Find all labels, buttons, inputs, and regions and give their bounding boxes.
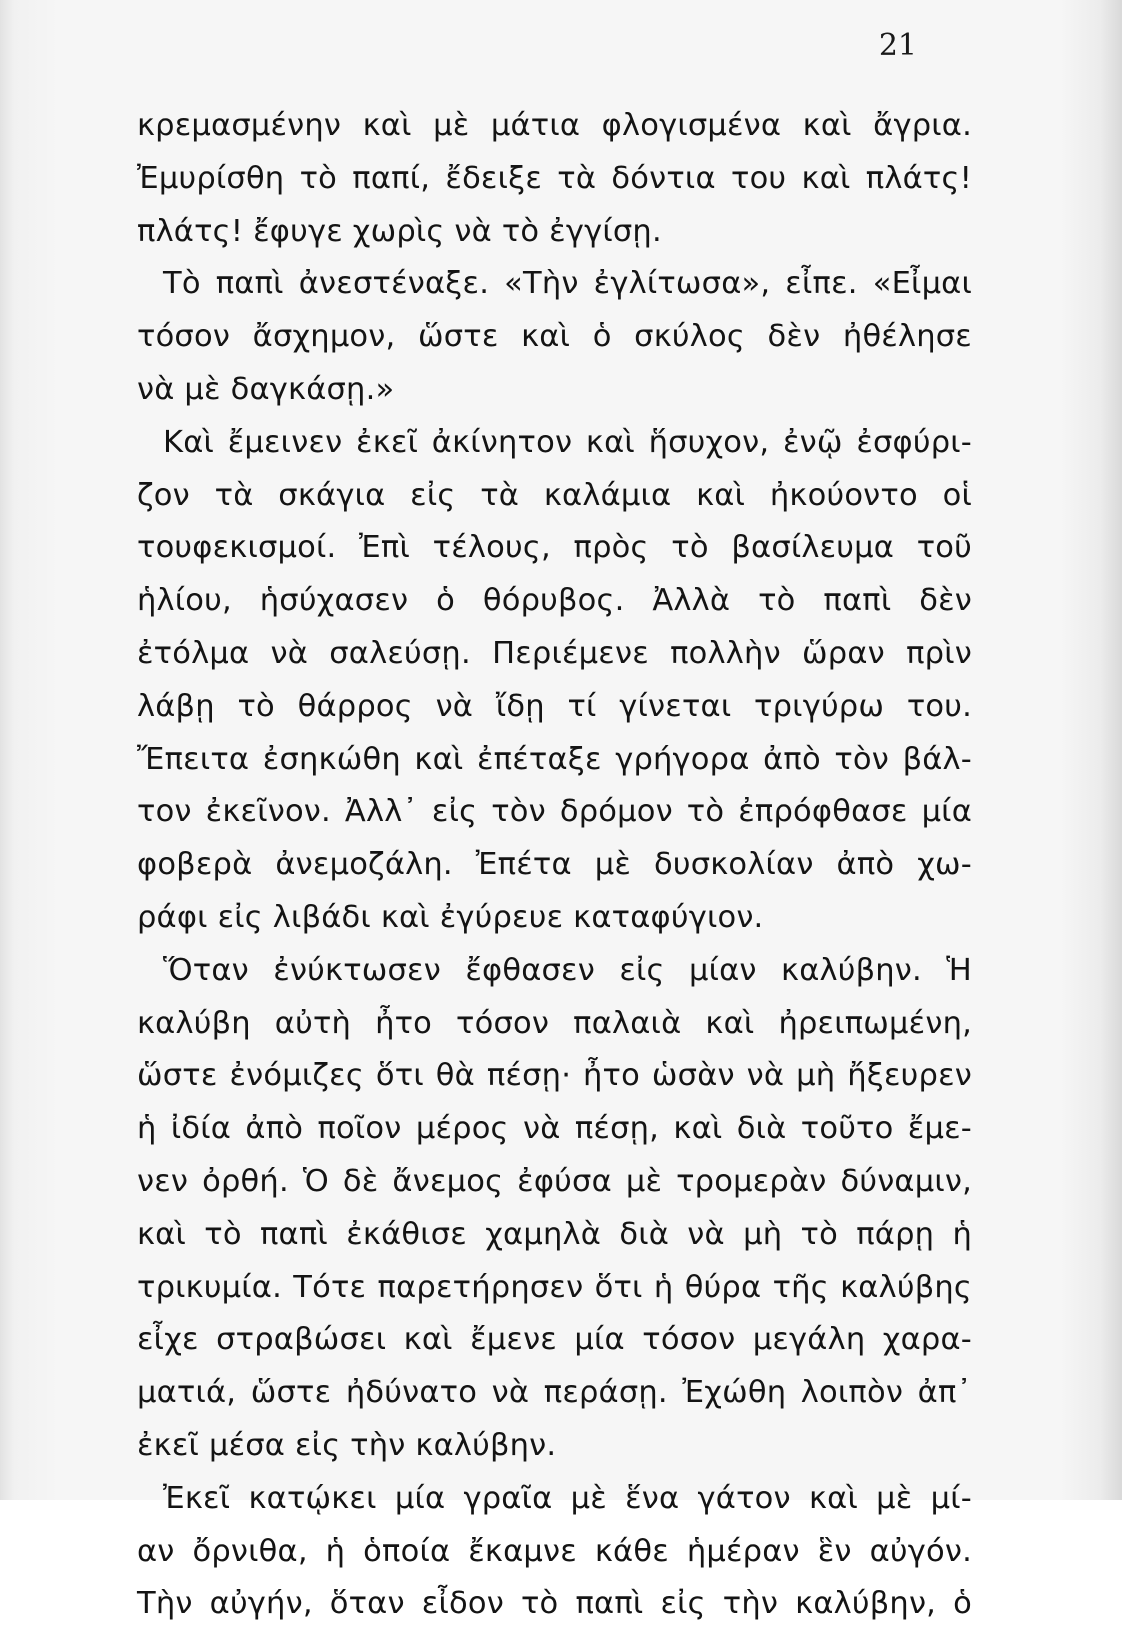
page-number: 21 [878,28,917,63]
text-line: Καὶ ἔμεινεν ἐκεῖ ἀκίνητον καὶ ἥσυχον, ἐνῷ ἐσφύρι- [163,424,972,460]
text-line: φοβερὰ ἀνεμοζάλη. Ἐπέτα μὲ δυσκολίαν ἀπὸ χω- [137,847,972,883]
text-line: ράφι εἰς λιβάδι καὶ ἐγύρευε καταφύγιον. [137,899,764,935]
text-line: νὰ μὲ δαγκάσῃ.» [137,371,395,407]
text-line: τρικυμία. Τότε παρετήρησεν ὅτι ἡ θύρα τῆς καλύβης [137,1269,972,1305]
text-line: τον ἐκεῖνον. Ἀλλ᾽ εἰς τὸν δρόμον τὸ ἐπρόφθασε μία [137,794,972,830]
text-line: τουφεκισμοί. Ἐπὶ τέλους, πρὸς τὸ βασίλευμα τοῦ [137,530,972,566]
text-line: ἡλίου, ἡσύχασεν ὁ θόρυβος. Ἀλλὰ τὸ παπὶ δὲν [137,583,972,619]
text-line: ἐτόλμα νὰ σαλεύσῃ. Περιέμενε πολλὴν ὥραν πρὶν [137,635,972,671]
text-line: Ἐκεῖ κατῴκει μία γραῖα μὲ ἕνα γάτον καὶ μὲ μί- [163,1480,972,1516]
text-line: ὥστε ἐνόμιζες ὅτι θὰ πέσῃ· ἦτο ὡσὰν νὰ μὴ ἤξευρεν [137,1058,972,1094]
text-line: ζον τὰ σκάγια εἰς τὰ καλάμια καὶ ἠκούοντο οἱ [137,477,972,513]
text-line: τόσον ἄσχημον, ὥστε καὶ ὁ σκύλος δὲν ἠθέλησε [137,319,972,355]
text-line: λάβῃ τὸ θάρρος νὰ ἴδῃ τί γίνεται τριγύρω του. [137,688,972,724]
text-line: ματιά, ὥστε ἠδύνατο νὰ περάσῃ. Ἐχώθη λοιπὸν ἀπ᾽ [137,1375,972,1411]
text-line: ἐκεῖ μέσα εἰς τὴν καλύβην. [137,1427,557,1463]
text-line: καὶ τὸ παπὶ ἐκάθισε χαμηλὰ διὰ νὰ μὴ τὸ πάρῃ ἡ [137,1216,972,1252]
text-line: καλύβη αὐτὴ ἦτο τόσον παλαιὰ καὶ ἠρειπωμένη, [137,1005,972,1041]
text-line: Ὅταν ἐνύκτωσεν ἔφθασεν εἰς μίαν καλύβην. Ἡ [163,952,972,988]
text-line: εἶχε στραβώσει καὶ ἔμενε μία τόσον μεγάλη χαρα- [137,1322,972,1358]
text-line: Ἐμυρίσθη τὸ παπί, ἔδειξε τὰ δόντια του καὶ πλάτς! [137,160,972,196]
text-line: αν ὄρνιθα, ἡ ὁποία ἔκαμνε κάθε ἡμέραν ἓν αὐγόν. [137,1533,972,1569]
text-line: νεν ὀρθή. Ὁ δὲ ἄνεμος ἐφύσα μὲ τρομερὰν δύναμιν, [137,1163,972,1199]
text-line: πλάτς! ἔφυγε χωρὶς νὰ τὸ ἐγγίσῃ. [137,213,662,249]
text-line: Τὴν αὐγήν, ὅταν εἶδον τὸ παπὶ εἰς τὴν καλύβην, ὁ [137,1586,972,1622]
text-line: ἡ ἰδία ἀπὸ ποῖον μέρος νὰ πέσῃ, καὶ διὰ τοῦτο ἔμε- [137,1111,972,1147]
text-line: Ἔπειτα ἐσηκώθη καὶ ἐπέταξε γρήγορα ἀπὸ τὸν βάλ- [137,741,972,777]
text-line: Τὸ παπὶ ἀνεστέναξε. «Τὴν ἐγλίτωσα», εἶπε. «Εἶμαι [163,266,972,302]
body-text [137,100,972,1631]
text-line: κρεμασμένην καὶ μὲ μάτια φλογισμένα καὶ ἄγρια. [137,108,972,143]
